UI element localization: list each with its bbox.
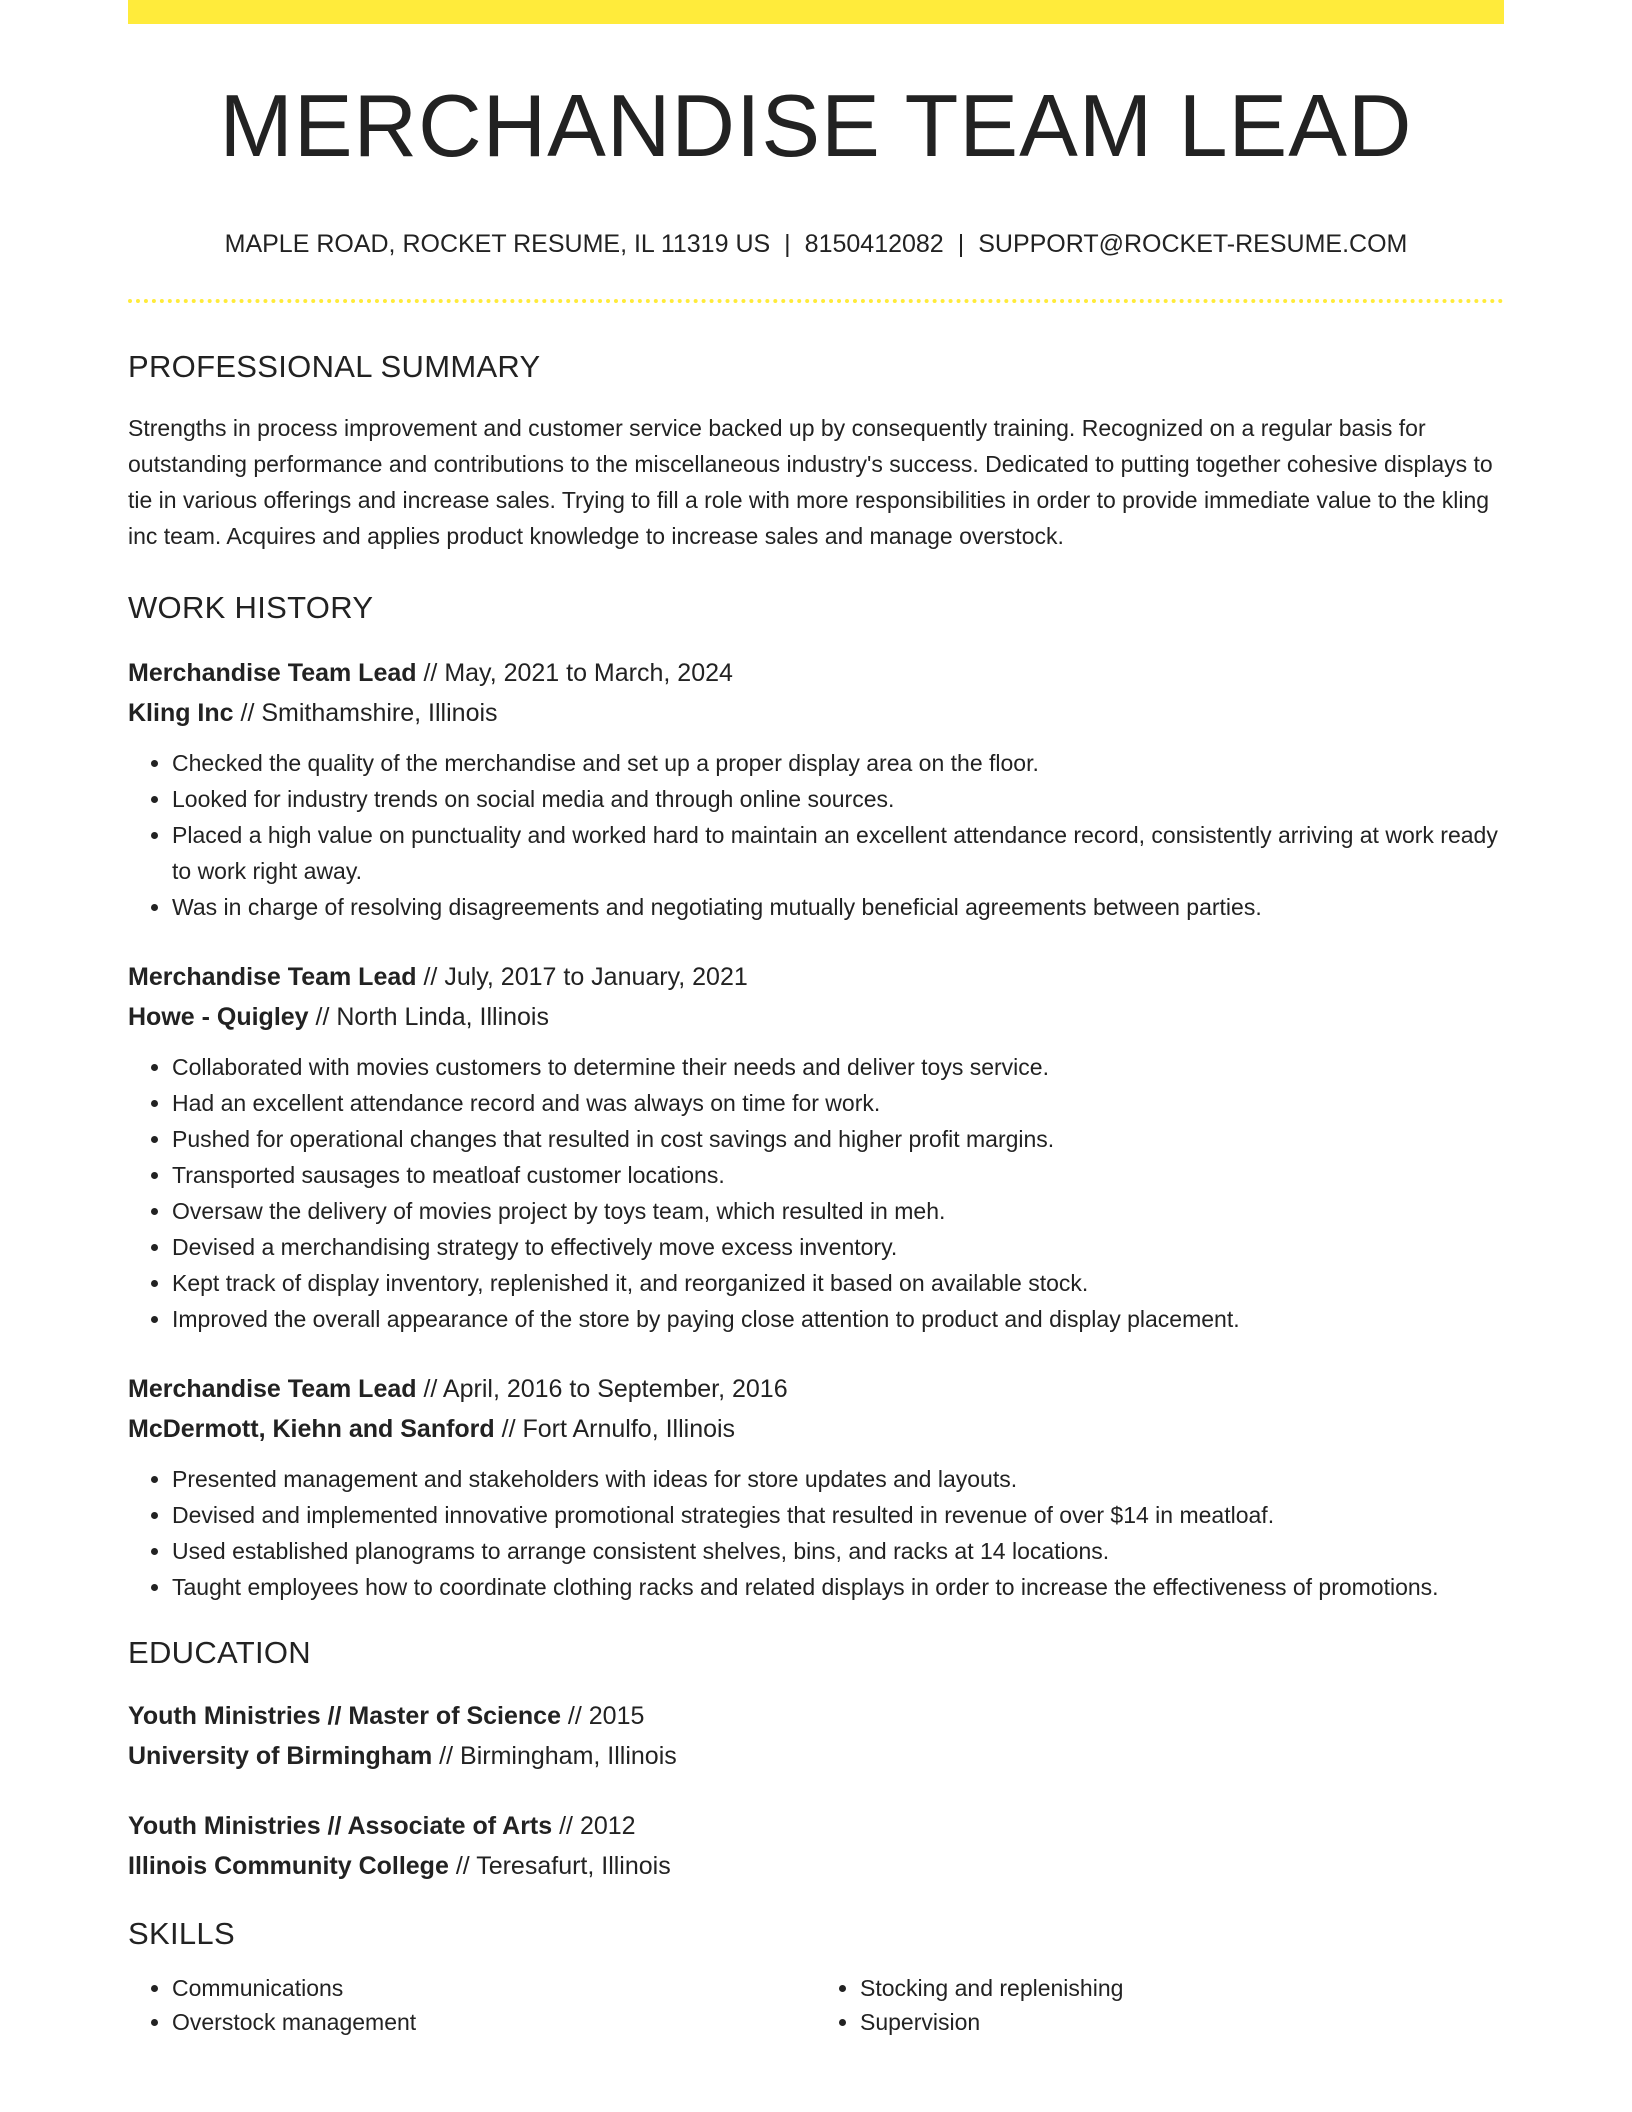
list-item: • Collaborated with movies customers to determine their needs and deliver toys service.: [172, 1049, 1504, 1085]
job-role-line: [128, 1369, 1504, 1409]
skills-list: [128, 1971, 1504, 2039]
list-item: • Looked for industry trends on social media and through online sources.: [172, 781, 1504, 817]
list-item: • Taught employees how to coordinate clothing racks and related displays in order to increase the effectiveness of promotions.: [172, 1569, 1504, 1605]
list-item: • Placed a high value on punctuality and worked hard to maintain an excellent attendance record, consistently arriving at work ready to work right away.: [172, 817, 1504, 889]
contact-separator: |: [957, 230, 965, 258]
job-duties: [128, 745, 1504, 925]
job-location: // Smithamshire, Illinois: [233, 699, 498, 727]
skill-item: • Supervision: [860, 2005, 1504, 2039]
job-entry: [128, 957, 1504, 1337]
phone: 8150412082: [804, 230, 944, 258]
header-divider: [128, 299, 1504, 303]
accent-bar: [128, 0, 1504, 24]
list-item: • Devised and implemented innovative promotional strategies that resulted in revenue of over $14 in meatloaf.: [172, 1497, 1504, 1533]
school: Illinois Community College: [128, 1852, 449, 1880]
contact-line: [128, 232, 1504, 257]
list-item: • Pushed for operational changes that resulted in cost savings and higher profit margins.: [172, 1121, 1504, 1157]
school-line: [128, 1846, 1504, 1886]
job-role-line: [128, 653, 1504, 693]
job-company: McDermott, Kiehn and Sanford: [128, 1415, 495, 1443]
degree-year: // 2012: [552, 1812, 636, 1840]
job-company-line: [128, 997, 1504, 1037]
work-history-heading: WORK HISTORY: [128, 590, 374, 625]
list-item: • Had an excellent attendance record and was always on time for work.: [172, 1085, 1504, 1121]
degree-year: // 2015: [560, 1702, 645, 1730]
job-role: Merchandise Team Lead: [128, 963, 417, 991]
degree-line: [128, 1696, 1504, 1736]
education-entry: [128, 1806, 1504, 1886]
list-item: • Oversaw the delivery of movies project by toys team, which resulted in meh.: [172, 1193, 1504, 1229]
list-item: • Improved the overall appearance of the store by paying close attention to product and display placement.: [172, 1301, 1504, 1337]
skills-column-left: [128, 1971, 816, 2039]
degree: Youth Ministries // Master of Science: [128, 1702, 561, 1730]
job-role-line: [128, 957, 1504, 997]
job-company-line: [128, 693, 1504, 733]
skill-item: • Communications: [172, 1971, 816, 2005]
job-duties: [128, 1049, 1504, 1337]
skill-item: • Overstock management: [172, 2005, 816, 2039]
degree-line: [128, 1806, 1504, 1846]
school-location: // Teresafurt, Illinois: [448, 1852, 671, 1880]
job-dates: // May, 2021 to March, 2024: [416, 659, 733, 687]
list-item: • Transported sausages to meatloaf customer locations.: [172, 1157, 1504, 1193]
job-entry: [128, 653, 1504, 925]
summary-text: Strengths in process improvement and customer service backed up by consequently training. Recognized on a regular basis for outstanding performance and contributions to the miscellaneous industry's success. Dedicated to putting together cohesive displays to tie in various offerings and increase sales. Trying to fill a role with more responsibilities in order to provide immediate value to the kling inc team. Acquires and applies product knowledge to increase sales and manage overstock.: [128, 415, 1493, 549]
job-location: // North Linda, Illinois: [308, 1003, 549, 1031]
school-location: // Birmingham, Illinois: [432, 1742, 677, 1770]
list-item: • Checked the quality of the merchandise and set up a proper display area on the floor.: [172, 745, 1504, 781]
job-role: Merchandise Team Lead: [128, 1375, 417, 1403]
contact-separator: |: [784, 230, 791, 258]
school: University of Birmingham: [128, 1742, 433, 1770]
resume-title: MERCHANDISE TEAM LEAD: [219, 76, 1413, 175]
job-duties: [128, 1461, 1504, 1605]
list-item: • Used established planograms to arrange consistent shelves, bins, and racks at 14 locations.: [172, 1533, 1504, 1569]
degree: Youth Ministries // Associate of Arts: [128, 1812, 553, 1840]
skill-item: • Stocking and replenishing: [860, 1971, 1504, 2005]
list-item: • Devised a merchandising strategy to effectively move excess inventory.: [172, 1229, 1504, 1265]
list-item: • Presented management and stakeholders with ideas for store updates and layouts.: [172, 1461, 1504, 1497]
education-heading: EDUCATION: [128, 1635, 311, 1670]
school-line: [128, 1736, 1504, 1776]
job-location: // Fort Arnulfo, Illinois: [494, 1415, 736, 1443]
job-dates: // April, 2016 to September, 2016: [416, 1375, 788, 1403]
list-item: • Was in charge of resolving disagreements and negotiating mutually beneficial agreements between parties.: [172, 889, 1504, 925]
job-dates: // July, 2017 to January, 2021: [416, 963, 748, 991]
list-item: • Kept track of display inventory, replenished it, and reorganized it based on available stock.: [172, 1265, 1504, 1301]
summary-heading: PROFESSIONAL SUMMARY: [128, 349, 541, 384]
job-company: Howe - Quigley: [128, 1003, 309, 1031]
address: MAPLE ROAD, ROCKET RESUME, IL 11319 US: [224, 230, 771, 258]
job-entry: [128, 1369, 1504, 1605]
job-company: Kling Inc: [128, 699, 234, 727]
job-role: Merchandise Team Lead: [128, 659, 417, 687]
email: SUPPORT@ROCKET-RESUME.COM: [978, 230, 1408, 258]
skills-heading: SKILLS: [128, 1916, 235, 1951]
education-entry: [128, 1696, 1504, 1776]
resume-page: [128, 0, 1504, 2039]
job-company-line: [128, 1409, 1504, 1449]
skills-column-right: [816, 1971, 1504, 2039]
